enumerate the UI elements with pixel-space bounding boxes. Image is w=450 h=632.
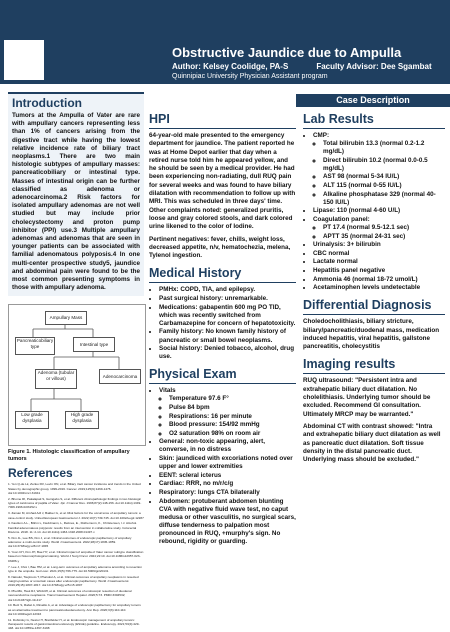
list-item: • Acetaminophen levels undetectable <box>313 284 445 292</box>
reference-item: 9. Pheriffé, Haut RJ, Wirdcliff, et al. Clinical outcomes of endoscopic resection of duodenal neuroendocrine neoplasms. Transl Gastroenterol Hepatol. 2020;5:73. PMID:3304532; doi:10.21037/tgh-19-417 <box>8 589 132 602</box>
hpi-negatives: Pertinent negatives: fever, chills, weight loss, decreased appetite, n/v, hematochezia, melena, Tylenol ingestion. <box>149 235 291 260</box>
list-item: • Cardiac: RRR, no m/r/c/g <box>159 480 296 488</box>
physical-exam-list <box>149 387 296 546</box>
list-item: • Lactate normal <box>313 258 445 266</box>
list-item: ◦ Temperature 97.6 F° <box>169 395 296 403</box>
node-adenoma: Adenoma (tubular or villous) <box>35 369 77 389</box>
node-high-grade: High grade dysplasia <box>65 411 99 429</box>
vitals-label: Vitals <box>159 387 176 395</box>
case-description-banner: Case Description <box>296 94 450 107</box>
medical-history-list <box>149 286 296 361</box>
list-item: ◦ Blood pressure: 154/92 mmHg <box>169 421 296 429</box>
hpi-title: HPI <box>149 112 296 129</box>
references-title: References <box>8 466 73 481</box>
list-item: • CBC normal <box>313 250 445 258</box>
list-item: • Hepatitis panel negative <box>313 267 445 275</box>
list-item: • Urinalysis: 3+ bilirubin <box>313 241 445 249</box>
poster-title: Obstructive Jaundice due to Ampulla <box>172 45 402 60</box>
coag-list <box>313 224 445 241</box>
list-item: ◦ Direct bilirubin 10.2 (normal 0.0-0.5 mg/dL) <box>323 157 445 173</box>
introduction-text: Tumors at the Ampulla of Vater are rare with ampullary cancers representing less than 1% of cancers arising from the digestive tract while having the lowest relative incidence rate of biliary tract neoplasms.1 There are two main histologic subtypes of ampullary masses: pancreaticobiliary or intestinal type. Masses of intestinal origin can be further classified as adenoma or adenocarcinoma.2 Risk factors for isolated ampullary adenomas are not well studied but may include prior cholecystectomy and proton pump inhibitor (PPI) use.3 Multiple ampullary adenomas and adenomas that are seen in younger patients can be associated with familial adenomatous polyposis.4 In one multi-center prospective study5, jaundice and abdominal pain were found to be the most common presenting symptoms in those with ampullary adenoma. <box>12 112 140 292</box>
list-item: • Ammonia 46 (normal 18-72 umol/L) <box>313 276 445 284</box>
lab-results-list <box>303 132 445 292</box>
differential-diagnosis-text: Choledocholithiasis, biliary stricture, biliary/pancreatic/duodenal mass, medication induced hepatitis, viral hepatitis, gallstone pancreatitis, cholecystitis <box>303 318 440 351</box>
reference-item: 2. Bhome RI, Pakalapati S, Guingabo S, et al. Different clinicopathologic findings in two histologic types of carcinoma of papilla of Vater. Jpn J Cancer Res. 1996;87(2):148-156. doi:10.1111/j.1349-7006.1996.tb03152.x <box>8 496 142 510</box>
reference-item: 1. Yen Q-de Lk, Zenko FR, Levin ON, et al. Biliary tract cancer incidence and trends in the United States by demographic group, 1999-2016. Cancer. 2019;125(9):1469-1476. doi:10.1002/cncr.31941 <box>8 482 141 496</box>
list-item: ◦ Alkaline phosphatase 329 (normal 40-150 IU/L) <box>323 191 445 207</box>
vitals-list <box>159 395 296 437</box>
list-item: • Abdomen: protuberant abdomen blunting CVA with negative fluid wave test, no caput medusa or other vasculitis, no surgical scars, diffuse tenderness to palpation most pronounced in RUQ, +murphy's sign. No rebound, rigidity or guarding. <box>159 498 296 547</box>
lab-results-title: Lab Results <box>303 112 445 129</box>
left-column <box>8 92 144 632</box>
list-item: ◦ Total bilirubin 13.3 (normal 0.2-1.2 mg/dL) <box>323 140 445 156</box>
faculty-advisor: Faculty Advisor: Dee Sgambat <box>316 62 432 71</box>
references-list <box>8 482 144 630</box>
reference-item: 6. Yoon CH, Kim JH, Bae HY, et al. Clinical impact of ampulla of Vater cancer subtype classification based on histomorphological staining. World J Surg Oncol. 2024;22:10. doi:10.1186/s12957-023-03286-y <box>8 550 144 563</box>
list-item: • PMHx: COPD, TIA, and epilepsy. <box>159 286 296 294</box>
node-adenocarcinoma: Adenocarcinoma <box>99 369 141 384</box>
introduction-section <box>8 92 144 296</box>
differential-diagnosis-title: Differential Diagnosis <box>303 298 445 315</box>
list-item: • Skin: jaundiced with excoriations noted over upper and lower extremities <box>159 455 296 471</box>
ultrasound-text: RUQ ultrasound: "Persistent intra and extrahepatic biliary duct dilatation. No cholelithiasis. Underlying tumor should be excluded. Recommend GI consultation. Ultimately MRCP may be warranted." <box>303 377 431 418</box>
ct-text: Abdominal CT with contrast showed: "Intra and extrahepatic biliary duct dilatation as well as pancreatic duct dilatation. Soft tissue density in the distal pancreatic duct. Underlying mass should be excluded." <box>303 422 441 464</box>
list-item: • Family history: No known family history of pancreatic or small bowel neoplasms. <box>159 328 296 344</box>
list-item: ◦ Pulse 84 bpm <box>169 404 296 412</box>
list-item: • General: non-toxic appearing, alert, converse, in no distress <box>159 438 296 454</box>
author-line <box>172 62 432 71</box>
list-item: • Medications: gabapentin 600 mg PO TID, which was recently switched from Carbamazepine for concern of hepatotoxicity. <box>159 304 296 328</box>
reference-item: 4. Kautium A.L., Böhm L, Fieddmann, L, Reitnes, E., Rothemunn, K., Christensen, I.J. Alcohol. Familial adenomatous polyposis: results from an intervention in collaborative study. Colorectal Dis/ems. 2018. 11: 2-14. doi:10.1111/j.1463-1318.2008.01497.x <box>8 521 137 534</box>
cmp-label: CMP: <box>313 132 330 139</box>
introduction-title: Introduction <box>12 96 82 110</box>
list-item <box>313 216 445 241</box>
physical-exam-title: Physical Exam <box>149 367 296 384</box>
list-item: ◦ AST 98 (normal 5-34 IU/L) <box>323 173 445 181</box>
node-low-grade: Low grade dysplasia <box>15 411 49 429</box>
logo <box>4 40 44 80</box>
cmp-list <box>313 140 445 207</box>
reference-item: 8. Natsuki, Tsujimoto T, Pharukul A, et al. Clinical outcomes of ampullary neoplasms in resected margin-positive or uncertain cases after endoscopic papillectomy. World J Gastroenterol. 2019;25(15):1807-1817. doi:10.3748/wjg.v25.i15.1807 <box>8 574 139 588</box>
list-item: • Past surgical history: unremarkable. <box>159 295 296 303</box>
reference-item: 10. Betz S, Rabel A, Rinaldo A, et al. Advantage of endoscopic papillectomy for ampullary tumors as an alternative treatment to pancreaticoduodenectomy. Ann Rep. 2020;3(3):110-110. doi:10.1002/ags3.12316 <box>8 603 141 616</box>
node-pancreaticobiliary: Pancreaticobiliary type <box>15 337 55 355</box>
medical-history-title: Medical History <box>149 266 296 283</box>
list-item: ◦ ALT 115 (normal 0-55 IU/L) <box>323 182 445 190</box>
list-item: ◦ Respirations: 16 per minute <box>169 413 296 421</box>
coag-label: Coagulation panel: <box>313 215 370 223</box>
list-item: ◦ O2 saturation 98% on room air <box>169 430 296 438</box>
list-item <box>159 387 296 438</box>
right-column <box>303 90 445 468</box>
list-item: • EENT: scleral icterus <box>159 472 296 480</box>
list-item: • Respiratory: lungs CTA bilaterally <box>159 489 296 497</box>
node-ampullary-mass: Ampullary Mass <box>45 311 87 325</box>
figure-caption: Figure 1. Histologic classification of ampullary tumors <box>8 449 130 463</box>
list-item <box>313 132 445 207</box>
classification-diagram <box>8 304 146 446</box>
list-item: • Social history: Denied tobacco, alcohol, drug use. <box>159 345 296 361</box>
affiliation: Quinnipiac University Physician Assistant program <box>172 73 328 80</box>
node-intestinal: Intestinal type <box>73 337 115 352</box>
imaging-results-title: Imaging results <box>303 357 445 374</box>
poster-header <box>0 0 450 84</box>
list-item: • Lipase: 110 (normal 4-60 U/L) <box>313 207 445 215</box>
reference-item: 11. Dubinsky G, Nestor H, Breitfelder H, et al. Endoscopic management of ampullary tumors: therapeutic results of gastrointestinal endoscopy (ESGE) guideline. Endoscopy. 2021;53(4):429-448. doi:10.1055/a-1397-3198 <box>8 617 140 631</box>
list-item: ◦ PT 17.4 (normal 9.5-12.1 sec) <box>323 224 445 232</box>
reference-item: 7. Lee J, Choi I, Bae HM, et al. Long-term outcomes of ampullary adenoma according to resection type in the ampulla. Gut Liver. 2021;15(5):766-775. doi:10.5009/gnl20131 <box>8 564 142 573</box>
reference-item: 3. Zaman M, Arshad Adl J, Bakker G, et al. Risk factors for the occurrence of ampullary tumors: a case-control study. United European Gastroenterol J. 2022;10(7):739-745. doi:10.1002/ueg2.12287 <box>8 511 144 520</box>
reference-item: 5. Kim JL, Lee BS, Kim J, et al. Clinical outcomes of endoscopic papillectomy of ampullary adenoma: a multi-centre study. World J Gastroenterol. 2022;28(17):1845-1859. doi:10.3748/wjg.v28.i17.1845 <box>8 535 132 549</box>
middle-column <box>149 90 296 547</box>
list-item: ◦ APTT 35 (normal 24-31 sec) <box>323 233 445 241</box>
hpi-text: 64-year-old male presented to the emergency department for jaundice. The patient reported he was at Home Depot earlier that day when a retired nurse told him he appeared yellow, and he should be seen by a medical provider. He had been experiencing non-radiating, dull RUQ pain for several weeks and was found to have biliary dilatation with recommendation to follow up with MRI. This was scheduled in three days' time. Other complaints noted: generalized pruritis, loose and gray colored stools, and dark colored urine likened to the color of Iodine. <box>149 132 296 231</box>
author: Author: Kelsey Coolidge, PA-S <box>172 62 289 71</box>
